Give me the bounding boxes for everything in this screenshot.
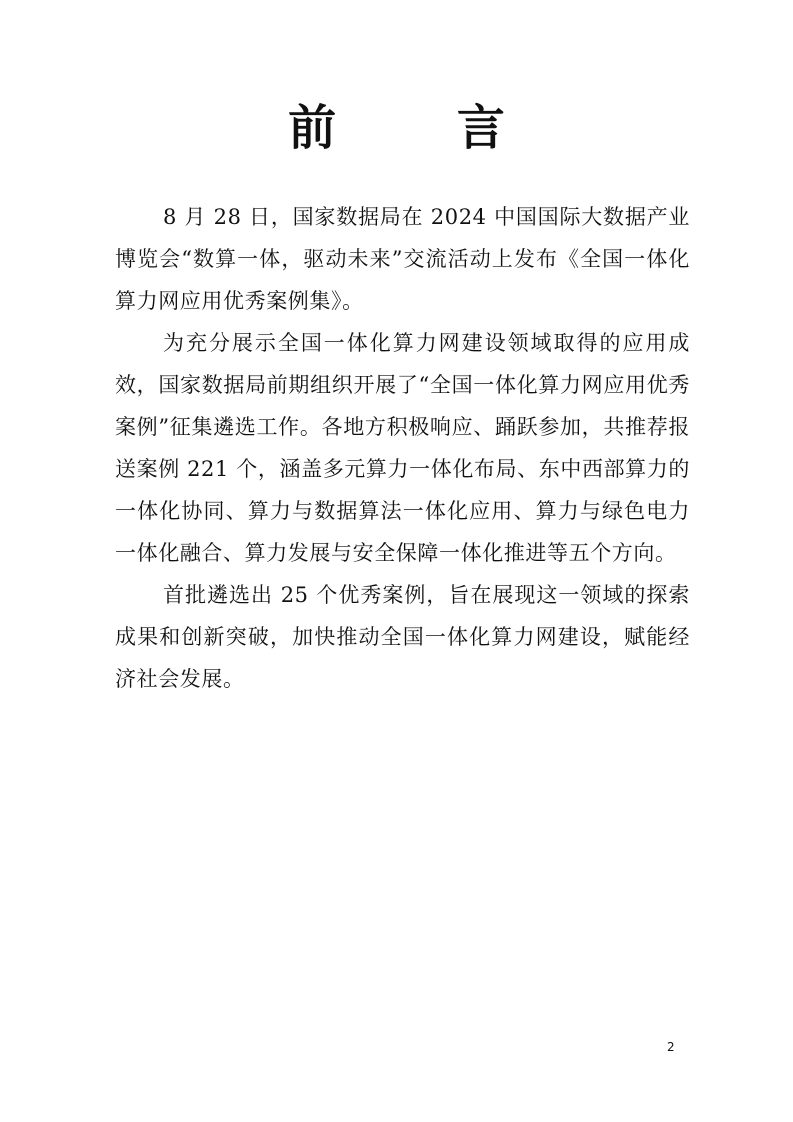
body-text [115,196,690,700]
paragraph-1: 8 月 28 日，国家数据局在 2024 中国国际大数据产业博览会“数算一体，驱动未来”交流活动上发布《全国一体化算力网应用优秀案例集》。 [115,205,690,313]
paragraph-3: 首批遴选出 25 个优秀案例，旨在展现这一领域的探索成果和创新突破，加快推动全国一体化算力网建设，赋能经济社会发展。 [115,583,690,691]
page-number: 2 [667,1040,675,1054]
page-title: 前 言 [288,100,557,156]
paragraph-2: 为充分展示全国一体化算力网建设领域取得的应用成效，国家数据局前期组织开展了“全国一体化算力网应用优秀案例”征集遴选工作。各地方积极响应、踊跃参加，共推荐报送案例 221 个，涵盖多元算力一体化布局、东中西部算力的一体化协同、算力与数据算法一体化应用、算力与绿色电力一体化融合、算力发展与安全保障一体化推进等五个方向。 [115,331,690,565]
